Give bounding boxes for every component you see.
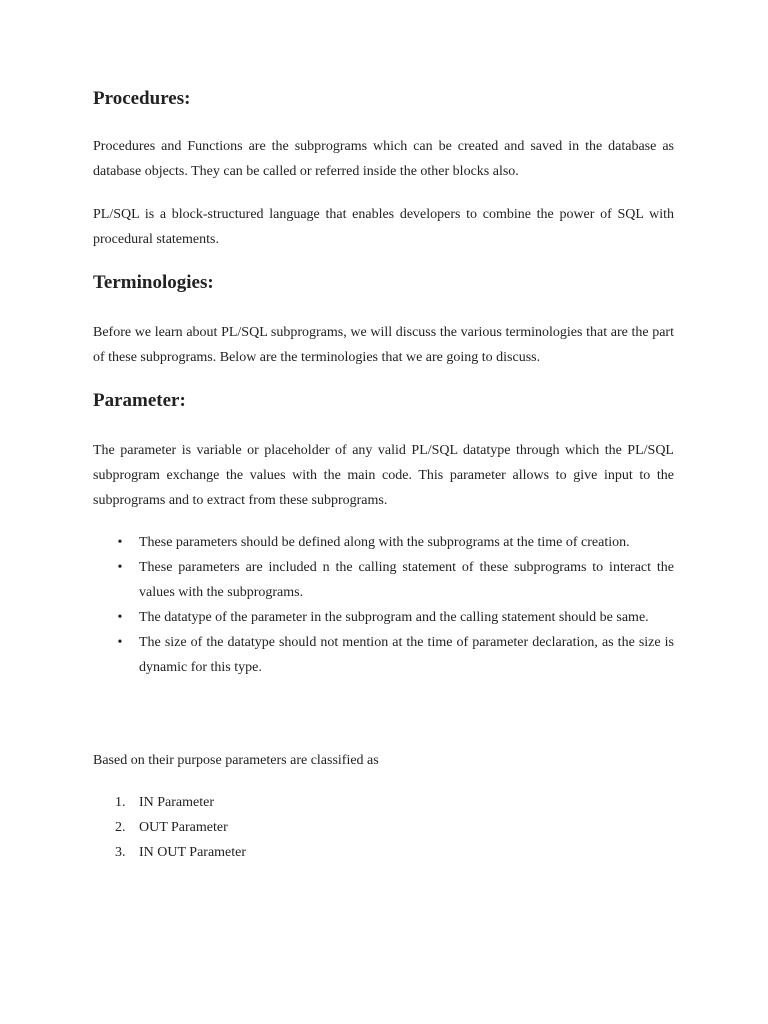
paragraph-terminologies: Before we learn about PL/SQL subprograms, we will discuss the various terminologies that are the part of these subprograms. Below are the terminologies that we are going to discuss. (93, 325, 674, 365)
list-item-text: The datatype of the parameter in the subprogram and the calling statement should be same. (139, 610, 649, 625)
list-item (93, 630, 674, 680)
paragraph-classified: Based on their purpose parameters are classified as (93, 753, 379, 768)
list-number: 2. (115, 820, 126, 835)
list-item-text: These parameters are included n the calling statement of these subprograms to interact the values with the subprograms. (139, 560, 674, 600)
list-item-text: These parameters should be defined along with the subprograms at the time of creation. (139, 535, 630, 550)
list-item (93, 790, 674, 815)
bullet-icon: • (117, 610, 123, 625)
list-item-text: The size of the datatype should not mention at the time of parameter declaration, as the size is dynamic for this type. (139, 635, 674, 675)
bullet-icon: • (117, 560, 123, 575)
heading-parameter: Parameter: (93, 390, 186, 411)
paragraph-parameter: The parameter is variable or placeholder of any valid PL/SQL datatype through which the PL/SQL subprogram exchange the values with the main code. This parameter allows to give input to the subprograms and to extract from these subprograms. (93, 443, 674, 508)
list-item (93, 815, 674, 840)
bullet-icon: • (117, 535, 123, 550)
list-item-text: IN OUT Parameter (139, 845, 247, 860)
parameter-types-list (93, 790, 674, 865)
paragraph-plsql-intro: PL/SQL is a block-structured language that enables developers to combine the power of SQL with procedural statements. (93, 207, 674, 247)
heading-procedures: Procedures: (93, 88, 191, 109)
bullet-icon: • (117, 635, 123, 650)
list-item (93, 555, 674, 605)
paragraph-procedures-intro: Procedures and Functions are the subprograms which can be created and saved in the database as database objects. They can be called or referred inside the other blocks also. (93, 139, 674, 179)
list-number: 1. (115, 795, 126, 810)
list-item-text: IN Parameter (139, 795, 215, 810)
parameter-bullet-list (93, 530, 674, 680)
list-item (93, 530, 674, 555)
list-number: 3. (115, 845, 126, 860)
list-item-text: OUT Parameter (139, 820, 228, 835)
list-item (93, 605, 674, 630)
list-item (93, 840, 674, 865)
heading-terminologies: Terminologies: (93, 272, 214, 293)
